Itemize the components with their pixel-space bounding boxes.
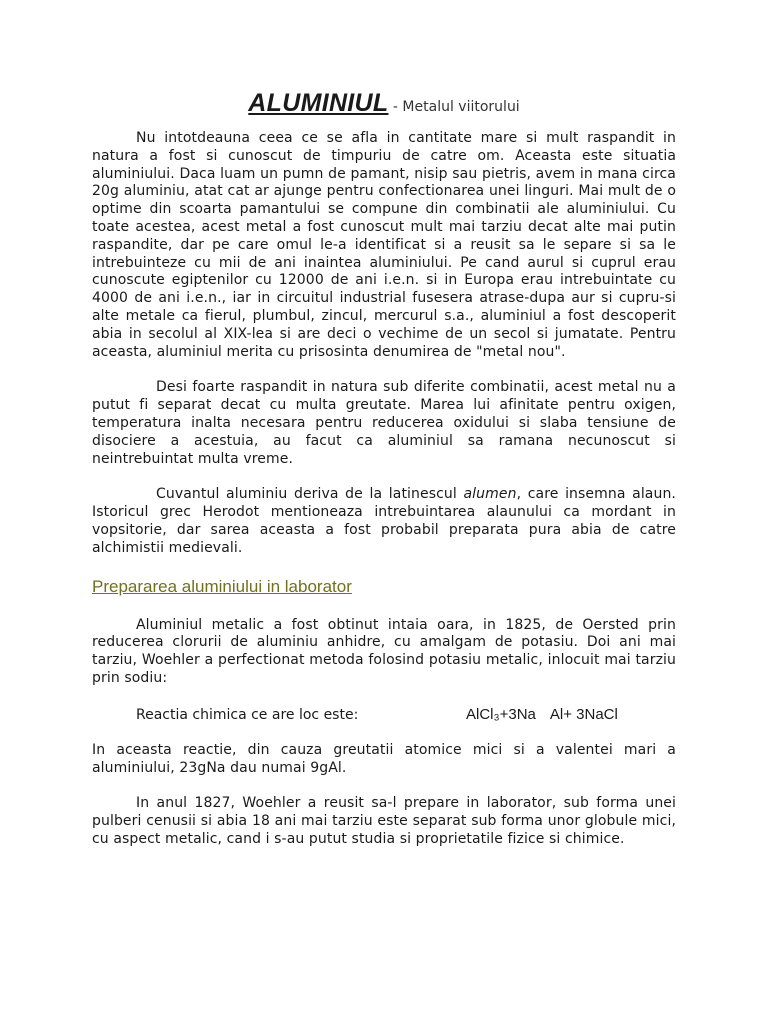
section-heading: Prepararea aluminiului in laborator (92, 576, 352, 596)
paragraph-woehler: In anul 1827, Woehler a reusit sa-l prepare in laborator, sub forma unei pulberi cenusii si abia 18 ani mai tarziu este separat sub forma unor globule mici, cu aspect metalic, cand i s-au putut studia si proprietatile fizice si chimice. (92, 795, 676, 847)
reaction-reactants: AlCl₃+3Na (466, 705, 536, 723)
paragraph-oersted: Aluminiul metalic a fost obtinut intaia oara, in 1825, de Oersted prin reducerea clorurii de aluminiu anhidre, cu amalgam de potasiu. Doi ani mai tarziu, Woehler a perfectionat metoda folosind potasiu metalic, inlocuit mai tarziu prin sodiu: (92, 616, 676, 686)
paragraph-separation: Desi foarte raspandit in natura sub diferite combinatii, acest metal nu a putut fi separat decat cu multa greutate. Marea lui afinitate pentru oxigen, temperatura inalta necesara pentru reducerea oxidului si slaba tensiune de disociere a acestuia, au facut ca aluminiul sa ramana necunoscut si neintrebuintat multa vreme. (92, 379, 676, 467)
reaction-products: Al+ 3NaCl (549, 705, 618, 723)
paragraph-reaction-note: In aceasta reactie, din cauza greutatii atomice mici si a valentei mari a aluminiului, 23gNa dau numai 9gAl. (92, 741, 676, 776)
reaction-line (92, 706, 676, 724)
etymology-text-before: Cuvantul aluminiu deriva de la latinescul (156, 486, 464, 503)
reaction-label: Reactia chimica ce are loc este: (136, 706, 359, 723)
document-page (92, 88, 676, 867)
reaction-formula (466, 706, 618, 724)
etymology-latin-word: alumen (463, 486, 517, 503)
paragraph-etymology (92, 486, 676, 557)
page-subtitle: - Metalul viitorului (388, 99, 520, 115)
document-title-line (92, 88, 676, 122)
etymology-text-after: , care insemna alaun. Istoricul grec Herodot mentioneaza intrebuintarea alaunului ca mordant in vopsitorie, dar sarea aceasta a fost probabil preparata pura abia de catre alchimistii medievali. (92, 486, 676, 556)
page-title: ALUMINIUL (248, 89, 389, 117)
paragraph-intro: Nu intotdeauna ceea ce se afla in cantitate mare si mult raspandit in natura a fost si cunoscut de timpuriu de catre om. Aceasta este situatia aluminiului. Daca luam un pumn de pamant, nisip sau pietris, avem in mana circa 20g aluminiu, atat cat ar ajunge pentru confectionarea unei linguri. Mai mult de o optime din scoarta pamantului se compune din combinatii ale aluminiului. Cu toate acestea, acest metal a fost cunoscut mult mai tarziu decat alte mai putin raspandite, dar pe care omul le-a identificat si a reusit sa le separe si sa le intrebuinteze cu mii de ani inaintea aluminiului. Pe cand aurul si cuprul erau cunoscute egiptenilor cu 12000 de ani i.e.n. si in Europa erau intrebuintate cu 4000 de ani i.e.n., iar in circuitul industrial fusesera atrase-dupa aur si cupru-si alte metale ca fierul, plumbul, zincul, mercurul s.a., aluminiul a fost descoperit abia in secolul al XIX-lea si are deci o vechime de un secol si jumatate. Pentru aceasta, aluminiul merita cu prisosinta denumirea de "metal nou". (92, 130, 676, 360)
